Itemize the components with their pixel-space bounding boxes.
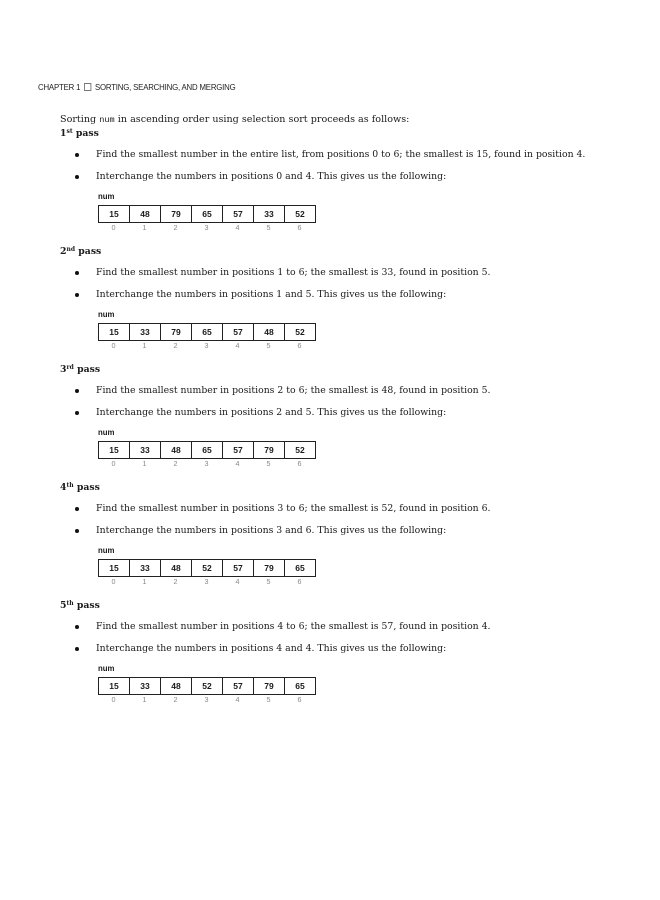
array-index: 4 (235, 341, 240, 350)
array-index: 1 (142, 341, 147, 350)
pass-number: 3 (60, 364, 67, 375)
array-index: 1 (142, 695, 147, 704)
array-cell: 57 (223, 206, 254, 222)
array-index: 2 (173, 341, 178, 350)
array-index: 0 (111, 459, 116, 468)
array-cell: 57 (223, 442, 254, 458)
array-cell: 33 (130, 560, 161, 576)
pass-number: 4 (60, 482, 67, 493)
pass-heading (60, 364, 620, 376)
array-index: 0 (111, 341, 116, 350)
array-cell: 52 (192, 560, 223, 576)
pass-label: pass (76, 482, 100, 493)
array-cell: 15 (99, 206, 130, 222)
array-index: 4 (235, 577, 240, 586)
array-cells (98, 677, 316, 695)
array-cell: 79 (254, 678, 285, 694)
pass-section (60, 482, 620, 587)
array-index: 5 (266, 341, 271, 350)
step-item: Interchange the numbers in positions 0 and 4. This gives us the following: (60, 170, 620, 184)
array-cell: 65 (295, 563, 305, 573)
array-cell: 79 (254, 442, 285, 458)
array-name: num (98, 664, 115, 673)
array-indices (98, 577, 620, 587)
array-cell: 33 (130, 324, 161, 340)
running-head (38, 82, 236, 92)
array-index: 0 (111, 577, 116, 586)
array-name: num (98, 310, 115, 319)
array-index: 3 (204, 577, 209, 586)
step-item: Find the smallest number in positions 4 to 6; the smallest is 57, found in position 4. (60, 620, 620, 634)
array-cell: 65 (295, 681, 305, 691)
array-cell: 33 (254, 206, 285, 222)
array-cell: 65 (192, 442, 223, 458)
array-diagram (98, 310, 620, 351)
array-name: num (98, 546, 115, 555)
pass-label: pass (77, 364, 101, 375)
array-index: 1 (142, 577, 147, 586)
step-item: Find the smallest number in the entire list, from positions 0 to 6; the smallest is 15, found in position 4. (60, 148, 620, 162)
array-indices (98, 223, 620, 233)
array-index: 1 (142, 223, 147, 232)
pass-ordinal-suffix: nd (66, 246, 76, 253)
array-index: 2 (173, 695, 178, 704)
array-name: num (98, 428, 115, 437)
array-cell: 15 (99, 324, 130, 340)
array-index: 2 (173, 577, 178, 586)
array-indices (98, 695, 620, 705)
pass-ordinal-suffix: st (66, 128, 73, 135)
pass-section (60, 364, 620, 469)
array-cells (98, 559, 316, 577)
array-index: 0 (111, 695, 116, 704)
pass-ordinal-suffix: th (66, 482, 74, 489)
array-index: 5 (266, 695, 271, 704)
chapter-title: SORTING, SEARCHING, AND MERGING (94, 82, 236, 92)
pass-list (60, 128, 620, 705)
step-list (60, 148, 620, 184)
pass-section (60, 246, 620, 351)
pass-number: 5 (60, 600, 67, 611)
pass-heading (60, 246, 620, 258)
array-cell: 15 (99, 442, 130, 458)
intro-text-before: Sorting (60, 114, 100, 125)
array-index: 6 (297, 577, 302, 586)
array-index: 0 (111, 223, 116, 232)
array-cell: 52 (295, 209, 305, 219)
step-item: Interchange the numbers in positions 4 and 4. This gives us the following: (60, 642, 620, 656)
page-content (60, 114, 620, 705)
array-cell: 48 (161, 678, 192, 694)
step-list (60, 620, 620, 656)
pass-number: 1 (60, 128, 67, 139)
array-index: 6 (297, 223, 302, 232)
array-index: 2 (173, 459, 178, 468)
array-cell: 15 (99, 678, 130, 694)
array-index: 3 (204, 695, 209, 704)
array-cell: 65 (192, 206, 223, 222)
step-item: Interchange the numbers in positions 3 and 6. This gives us the following: (60, 524, 620, 538)
array-cell: 57 (223, 678, 254, 694)
array-cell: 52 (295, 327, 305, 337)
array-cell: 48 (161, 442, 192, 458)
array-diagram (98, 428, 620, 469)
array-index: 4 (235, 695, 240, 704)
array-cell: 33 (130, 442, 161, 458)
array-index: 6 (297, 459, 302, 468)
pass-ordinal-suffix: th (66, 600, 74, 607)
array-index: 1 (142, 459, 147, 468)
array-cell: 48 (254, 324, 285, 340)
array-index: 4 (235, 459, 240, 468)
array-index: 5 (266, 459, 271, 468)
pass-section (60, 128, 620, 233)
array-name: num (98, 192, 115, 201)
step-item: Find the smallest number in positions 1 to 6; the smallest is 33, found in position 5. (60, 266, 620, 280)
step-list (60, 502, 620, 538)
chapter-label: CHAPTER 1 (38, 82, 81, 92)
step-item: Find the smallest number in positions 2 to 6; the smallest is 48, found in position 5. (60, 384, 620, 398)
pass-section (60, 600, 620, 705)
array-cell: 52 (192, 678, 223, 694)
array-diagram (98, 664, 620, 705)
array-cell: 57 (223, 324, 254, 340)
array-cell: 57 (223, 560, 254, 576)
array-cell: 79 (161, 206, 192, 222)
array-index: 4 (235, 223, 240, 232)
array-diagram (98, 546, 620, 587)
step-list (60, 384, 620, 420)
step-item: Find the smallest number in positions 3 to 6; the smallest is 52, found in position 6. (60, 502, 620, 516)
array-cell: 15 (99, 560, 130, 576)
pass-heading (60, 128, 620, 140)
separator-square-icon (84, 83, 91, 91)
array-index: 2 (173, 223, 178, 232)
array-indices (98, 459, 620, 469)
array-index: 5 (266, 223, 271, 232)
array-indices (98, 341, 620, 351)
pass-label: pass (78, 246, 102, 257)
step-item: Interchange the numbers in positions 2 and 5. This gives us the following: (60, 406, 620, 420)
array-cell: 79 (254, 560, 285, 576)
array-index: 3 (204, 341, 209, 350)
array-cells (98, 205, 316, 223)
array-cell: 33 (130, 678, 161, 694)
array-cell: 52 (295, 445, 305, 455)
array-cell: 79 (161, 324, 192, 340)
step-list (60, 266, 620, 302)
array-cells (98, 323, 316, 341)
step-item: Interchange the numbers in positions 1 and 5. This gives us the following: (60, 288, 620, 302)
array-diagram (98, 192, 620, 233)
pass-heading (60, 482, 620, 494)
intro-code: num (99, 115, 115, 125)
array-index: 6 (297, 341, 302, 350)
intro-text-after: in ascending order using selection sort proceeds as follows: (114, 114, 410, 125)
array-cell: 65 (192, 324, 223, 340)
intro-paragraph (60, 114, 620, 126)
pass-number: 2 (60, 246, 67, 257)
pass-heading (60, 600, 620, 612)
array-cell: 48 (161, 560, 192, 576)
array-index: 3 (204, 223, 209, 232)
array-cell: 48 (130, 206, 161, 222)
array-cells (98, 441, 316, 459)
array-index: 5 (266, 577, 271, 586)
pass-label: pass (76, 600, 100, 611)
array-index: 6 (297, 695, 302, 704)
array-index: 3 (204, 459, 209, 468)
pass-ordinal-suffix: rd (66, 364, 74, 371)
pass-label: pass (75, 128, 99, 139)
